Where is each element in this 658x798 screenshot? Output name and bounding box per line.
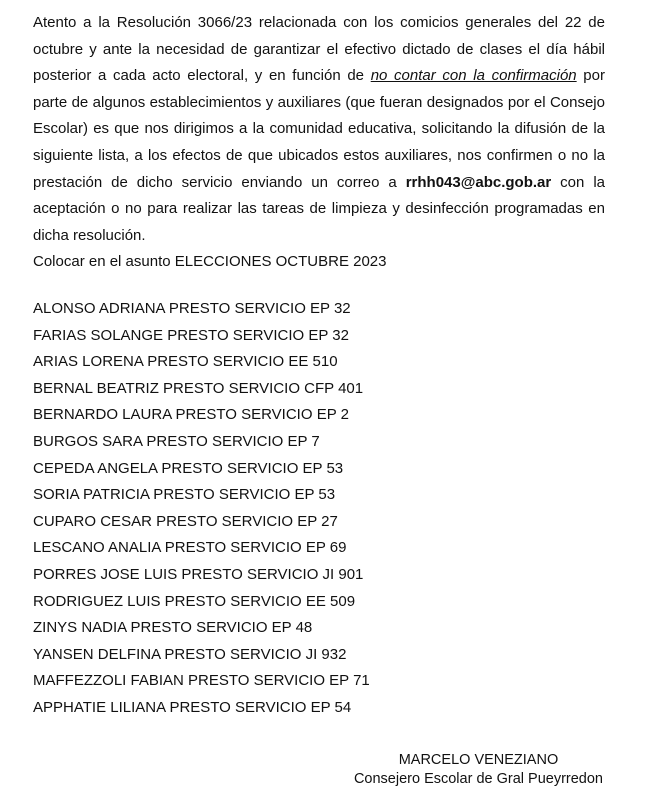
list-item: BURGOS SARA PRESTO SERVICIO EP 7 (33, 432, 320, 450)
list-item: CEPEDA ANGELA PRESTO SERVICIO EP 53 (33, 459, 344, 477)
list-item: BERNARDO LAURA PRESTO SERVICIO EP 2 (33, 406, 349, 424)
list-item: ZINYS NADIA PRESTO SERVICIO EP 48 (33, 619, 313, 637)
list-item: RODRIGUEZ LUIS PRESTO SERVICIO EE 509 (33, 592, 356, 610)
list-item: SORIA PATRICIA PRESTO SERVICIO EP 53 (33, 486, 336, 504)
subject-instruction: Colocar en el asunto ELECCIONES OCTUBRE 2023 (33, 253, 387, 271)
document-body (33, 10, 605, 276)
signature-block (354, 751, 603, 789)
paragraph-text-2: por parte de algunos establecimientos y auxiliares (que fueran designados por el Consejo Escolar) es que nos dirigimos a la comunidad educativa, solicitando la difusión de la siguiente lista, a los efectos de que ubicados estos auxiliares, nos confirmen o no la prestación de dicho servicio enviando un correo a (33, 67, 605, 191)
auxiliary-list (33, 296, 370, 722)
list-item: APPHATIE LILIANA PRESTO SERVICIO EP 54 (33, 698, 352, 716)
list-item: ALONSO ADRIANA PRESTO SERVICIO EP 32 (33, 300, 351, 317)
paragraph-text-1: Atento a la Resolución 3066/23 relacionada con los comicios generales del 22 de octubre y ante la necesidad de garantizar el efectivo dictado de clases el día hábil posterior a cada acto electoral, y en función de (33, 14, 605, 85)
signature-title: Consejero Escolar de Gral Pueyrredon (353, 771, 603, 787)
paragraph-emphasis: no contar con la confirmación (370, 67, 577, 85)
list-item: LESCANO ANALIA PRESTO SERVICIO EP 69 (33, 539, 347, 557)
email-address: rrhh043@abc.gob.ar (405, 173, 552, 191)
main-paragraph (33, 10, 605, 249)
list-item: CUPARO CESAR PRESTO SERVICIO EP 27 (33, 512, 338, 530)
list-item: BERNAL BEATRIZ PRESTO SERVICIO CFP 401 (33, 379, 364, 397)
list-item: MAFFEZZOLI FABIAN PRESTO SERVICIO EP 71 (33, 672, 370, 690)
signature-name: MARCELO VENEZIANO (398, 752, 559, 768)
list-item: PORRES JOSE LUIS PRESTO SERVICIO JI 901 (33, 565, 364, 583)
list-item: YANSEN DELFINA PRESTO SERVICIO JI 932 (33, 645, 347, 663)
list-item: ARIAS LORENA PRESTO SERVICIO EE 510 (33, 353, 338, 371)
paragraph-text-3: con la aceptación o no para realizar las tareas de limpieza y desinfección programadas en dicha resolución. (33, 173, 605, 244)
list-item: FARIAS SOLANGE PRESTO SERVICIO EP 32 (33, 326, 349, 344)
